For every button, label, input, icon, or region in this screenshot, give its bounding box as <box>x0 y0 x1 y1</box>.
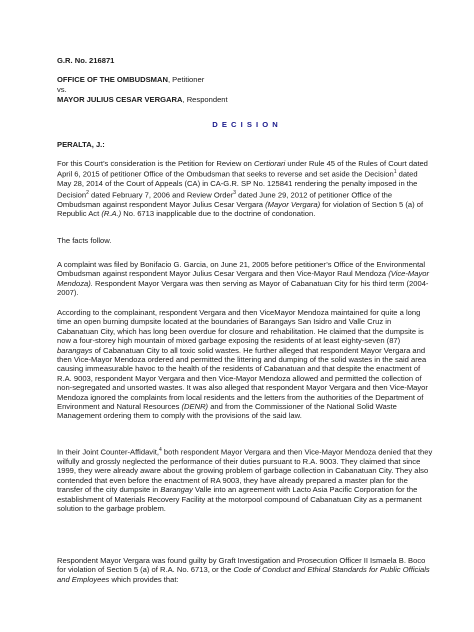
italic-text: Code of Conduct and Ethical Standards for Public Officials and Employees <box>57 565 430 584</box>
respondent-role: , Respondent <box>182 95 228 104</box>
versus: vs. <box>57 85 67 94</box>
ponente: PERALTA, J.: <box>57 140 105 149</box>
paragraph-5: In their Joint Counter-Affidavit,$^4$ both respondent Mayor Vergara and then Vice-Mayor Mendoza denied that they wilfully and grossly neglected the performance of their duties pursuant to R.A. 9003. They claimed that since 1999, they were already aware about the growing problem of garbage collection in Cabanatuan City. They also contended that even before the enactment of RA 9003, they have already prepared a master plan for the transfer of the city dumpsite in Barangay Valle into an agreement with Lacto Asia Pacific Corporation for the establishment of Materials Recovery Facility at the motorpool compound of Cabanatuan City as a permanent solution to the garbage problem. <box>57 447 433 513</box>
respondent-line <box>57 95 434 104</box>
italic-text: (R.A.) <box>101 209 122 219</box>
respondent-name: MAYOR JULIUS CESAR VERGARA <box>57 95 183 104</box>
italic-text: (DENR) <box>181 402 209 412</box>
petitioner-role: , Petitioner <box>167 75 205 84</box>
footnote-marker[interactable]: 2 <box>86 189 89 196</box>
case-number: G.R. No. 216871 <box>57 56 115 65</box>
footnote-marker[interactable]: 4 <box>159 447 162 453</box>
italic-text: barangays <box>57 345 93 355</box>
petitioner-line <box>57 75 434 84</box>
paragraph-3: A complaint was filed by Bonifacio G. Garcia, on June 21, 2005 before petitioner’s Office of the Environmental Ombudsman against respondent Mayor Julius Cesar Vergara and then Vice-Mayor Raul Mendoza (Vice-Mayor Mendoza). Respondent Mayor Vergara was then serving as Mayor of Cabanatuan City for his third term (2004-2007). <box>57 260 430 298</box>
decision-heading: D E C I S I O N <box>212 120 279 129</box>
footnote-marker[interactable]: 3 <box>233 189 237 196</box>
paragraph-1: For this Court’s consideration is the Petition for Review on Certiorari under Rule 45 of the Rules of Court dated April 6, 2015 of petitioner Office of the Ombudsman that seeks to reverse and set aside the Decision$^1$ dated May 28, 2014 of the Court of Appeals (CA) in CA-G.R. SP No. 125841 rendering the penalty imposed in the Decision$^2$ dated February 7, 2006 and Review Order$^3$ dated June 29, 2012 of petitioner Office of the Ombudsman against respondent Mayor Julius Cesar Vergara (Mayor Vergara) for violation of Section 5 (a) of Republic Act (R.A.) No. 6713 inapplicable due to the doctrine of condonation. <box>57 159 428 219</box>
italic-text: (Vice-Mayor Mendoza). <box>57 269 430 288</box>
italic-text: Certiorari <box>253 159 286 168</box>
petitioner-name: OFFICE OF THE OMBUDSMAN <box>57 75 168 84</box>
paragraph-6: Respondent Mayor Vergara was found guilty by Graft Investigation and Prosecution Officer II Ismaela B. Boco for violation of Section 5 (a) of R.A. No. 6713, or the Code of Conduct and Ethical Standards for Public Officials and Employees which provides that: <box>57 556 430 584</box>
italic-text: Barangay <box>160 485 193 495</box>
italic-text: (Mayor Vergara) <box>265 199 321 209</box>
paragraph-2: The facts follow. <box>57 236 112 245</box>
footnote-marker[interactable]: 1 <box>393 169 397 176</box>
paragraph-4: According to the complainant, respondent Vergara and then ViceMayor Mendoza maintained for quite a long time an open burning dumpsite located at the boundaries of Barangays San Isidro and Valle Cruz in Cabanatuan City, which has long been overdue for closure and rehabilitation. He claimed that the dumpsite is now a four-storey high mountain of mixed garbage exposing the residents of at least eighty-seven (87) barangays of Cabanatuan City to all toxic solid wastes. He further alleged that respondent Mayor Vergara and then Vice-Mayor Mendoza ordered and permitted the littering and dumping of the solid wastes in the said area causing immeasurable havoc to the health of the residents of Cabanatuan and that despite the enactment of R.A. 9003, respondent Mayor Vergara and then Vice-Mayor Mendoza allowed and permitted the collection of non-segregated and unsorted wastes. It was also alleged that respondent Mayor Vergara and then Vice-Mayor Mendoza ignored the complaints from local residents and the letters from the authorities of the Department of Environment and Natural Resources (DENR) and from the Commissioner of the National Solid Waste Management ordering them to comply with the provisions of the said law. <box>57 308 428 421</box>
